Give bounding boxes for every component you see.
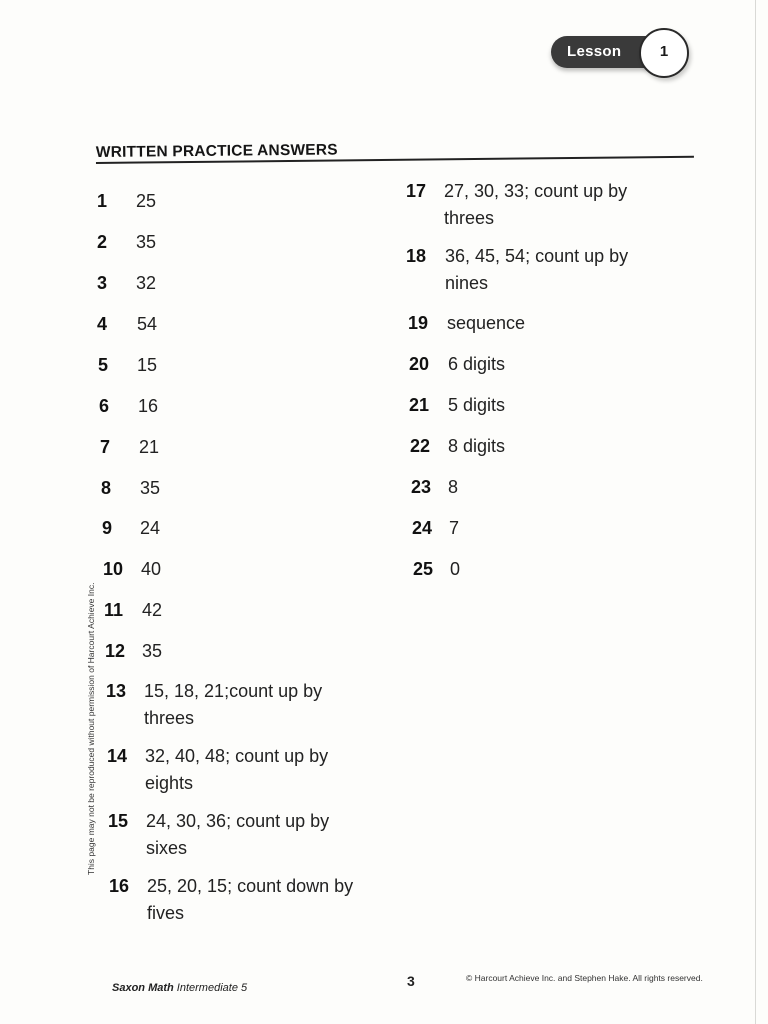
answer-text xyxy=(146,808,329,862)
answer-number: 19 xyxy=(408,313,429,333)
answer-text xyxy=(445,243,628,297)
answer-text xyxy=(444,178,627,232)
answer-text xyxy=(144,678,322,732)
answer-line: sequence xyxy=(447,313,526,333)
footer-copyright: © Harcourt Achieve Inc. and Stephen Hake. All rights reserved. xyxy=(466,973,703,983)
answer-line: 25 xyxy=(136,191,157,211)
answer-number: 20 xyxy=(409,354,430,374)
answer-text xyxy=(142,597,162,624)
answer-number: 12 xyxy=(105,641,126,661)
answer-text xyxy=(136,270,156,297)
answer-line: 16 xyxy=(138,396,159,416)
page-edge xyxy=(755,0,756,1024)
answer-line: 40 xyxy=(141,559,162,579)
book-level: Intermediate 5 xyxy=(176,982,248,994)
answer-number: 5 xyxy=(98,355,109,375)
answer-line: eights xyxy=(145,773,194,793)
answer-line: 8 digits xyxy=(448,436,506,456)
answer-text xyxy=(141,556,161,583)
answer-number: 16 xyxy=(109,876,130,896)
answer-line: 7 xyxy=(449,518,460,538)
answer-text xyxy=(448,433,505,460)
answer-line: 35 xyxy=(140,478,161,498)
answer-line: 6 digits xyxy=(448,354,506,374)
answer-line: 24, 30, 36; count up by xyxy=(146,811,330,831)
answer-number: 24 xyxy=(412,518,433,538)
answer-line: 54 xyxy=(137,314,158,334)
answer-text xyxy=(450,556,460,583)
answer-line: fives xyxy=(147,903,185,923)
answer-number: 4 xyxy=(97,314,108,334)
answer-number: 1 xyxy=(97,191,108,211)
answer-number: 3 xyxy=(97,273,108,293)
answer-number: 11 xyxy=(104,600,124,620)
answer-number: 2 xyxy=(97,232,108,252)
answer-line: 5 digits xyxy=(448,395,506,415)
lesson-number: 1 xyxy=(659,43,669,60)
answer-line: 24 xyxy=(140,518,161,538)
answer-text xyxy=(140,515,160,542)
answer-text xyxy=(136,188,156,215)
answer-line: 27, 30, 33; count up by xyxy=(444,181,628,201)
answer-line: 35 xyxy=(136,232,157,252)
lesson-number-circle xyxy=(639,28,689,78)
answer-number: 23 xyxy=(411,477,432,497)
answer-number: 7 xyxy=(100,437,111,457)
page-number: 3 xyxy=(407,973,415,989)
footer-book-title xyxy=(112,982,247,994)
answer-text xyxy=(137,311,157,338)
answer-text xyxy=(448,392,505,419)
answer-number: 6 xyxy=(99,396,110,416)
answer-number: 25 xyxy=(413,559,434,579)
answer-line: sixes xyxy=(146,838,188,858)
answer-number: 22 xyxy=(410,436,431,456)
answer-text xyxy=(139,434,159,461)
answer-number: 10 xyxy=(103,559,124,579)
answer-line: 35 xyxy=(142,641,163,661)
answer-text xyxy=(447,310,525,337)
answer-number: 21 xyxy=(409,395,430,415)
answer-number: 17 xyxy=(406,181,427,201)
answer-text xyxy=(142,638,162,665)
answer-line: threes xyxy=(144,708,195,728)
answer-line: threes xyxy=(444,208,495,228)
answer-text xyxy=(138,393,158,420)
answer-line: nines xyxy=(445,273,489,293)
lesson-label: Lesson xyxy=(567,43,622,60)
answer-line: 32 xyxy=(136,273,157,293)
answer-line: 32, 40, 48; count up by xyxy=(145,746,329,766)
answer-text xyxy=(145,743,328,797)
answer-text xyxy=(137,352,157,379)
answer-line: 25, 20, 15; count down by xyxy=(147,876,354,896)
side-copyright-notice: This page may not be reproduced without permission of Harcourt Achieve Inc. xyxy=(86,582,96,875)
answer-number: 14 xyxy=(107,746,128,766)
book-title: Saxon Math xyxy=(112,982,174,994)
answer-line: 42 xyxy=(142,600,163,620)
lesson-badge xyxy=(551,28,693,76)
answer-text xyxy=(448,351,505,378)
answer-text xyxy=(136,229,156,256)
answer-number: 15 xyxy=(108,811,129,831)
section-title: WRITTEN PRACTICE ANSWERS xyxy=(95,141,338,162)
answer-line: 8 xyxy=(448,477,459,497)
answer-text xyxy=(140,475,160,502)
answer-line: 15, 18, 21;count up by xyxy=(144,681,323,701)
answer-text xyxy=(449,515,459,542)
answer-line: 36, 45, 54; count up by xyxy=(445,246,629,266)
answer-line: 21 xyxy=(139,437,160,457)
answer-line: 0 xyxy=(450,559,461,579)
answer-line: 15 xyxy=(137,355,158,375)
answer-number: 13 xyxy=(106,681,127,701)
answer-number: 18 xyxy=(406,246,427,266)
answer-number: 8 xyxy=(101,478,112,498)
section-header xyxy=(96,136,696,166)
answer-text xyxy=(147,873,353,927)
answer-number: 9 xyxy=(102,518,113,538)
answer-text xyxy=(448,474,458,501)
